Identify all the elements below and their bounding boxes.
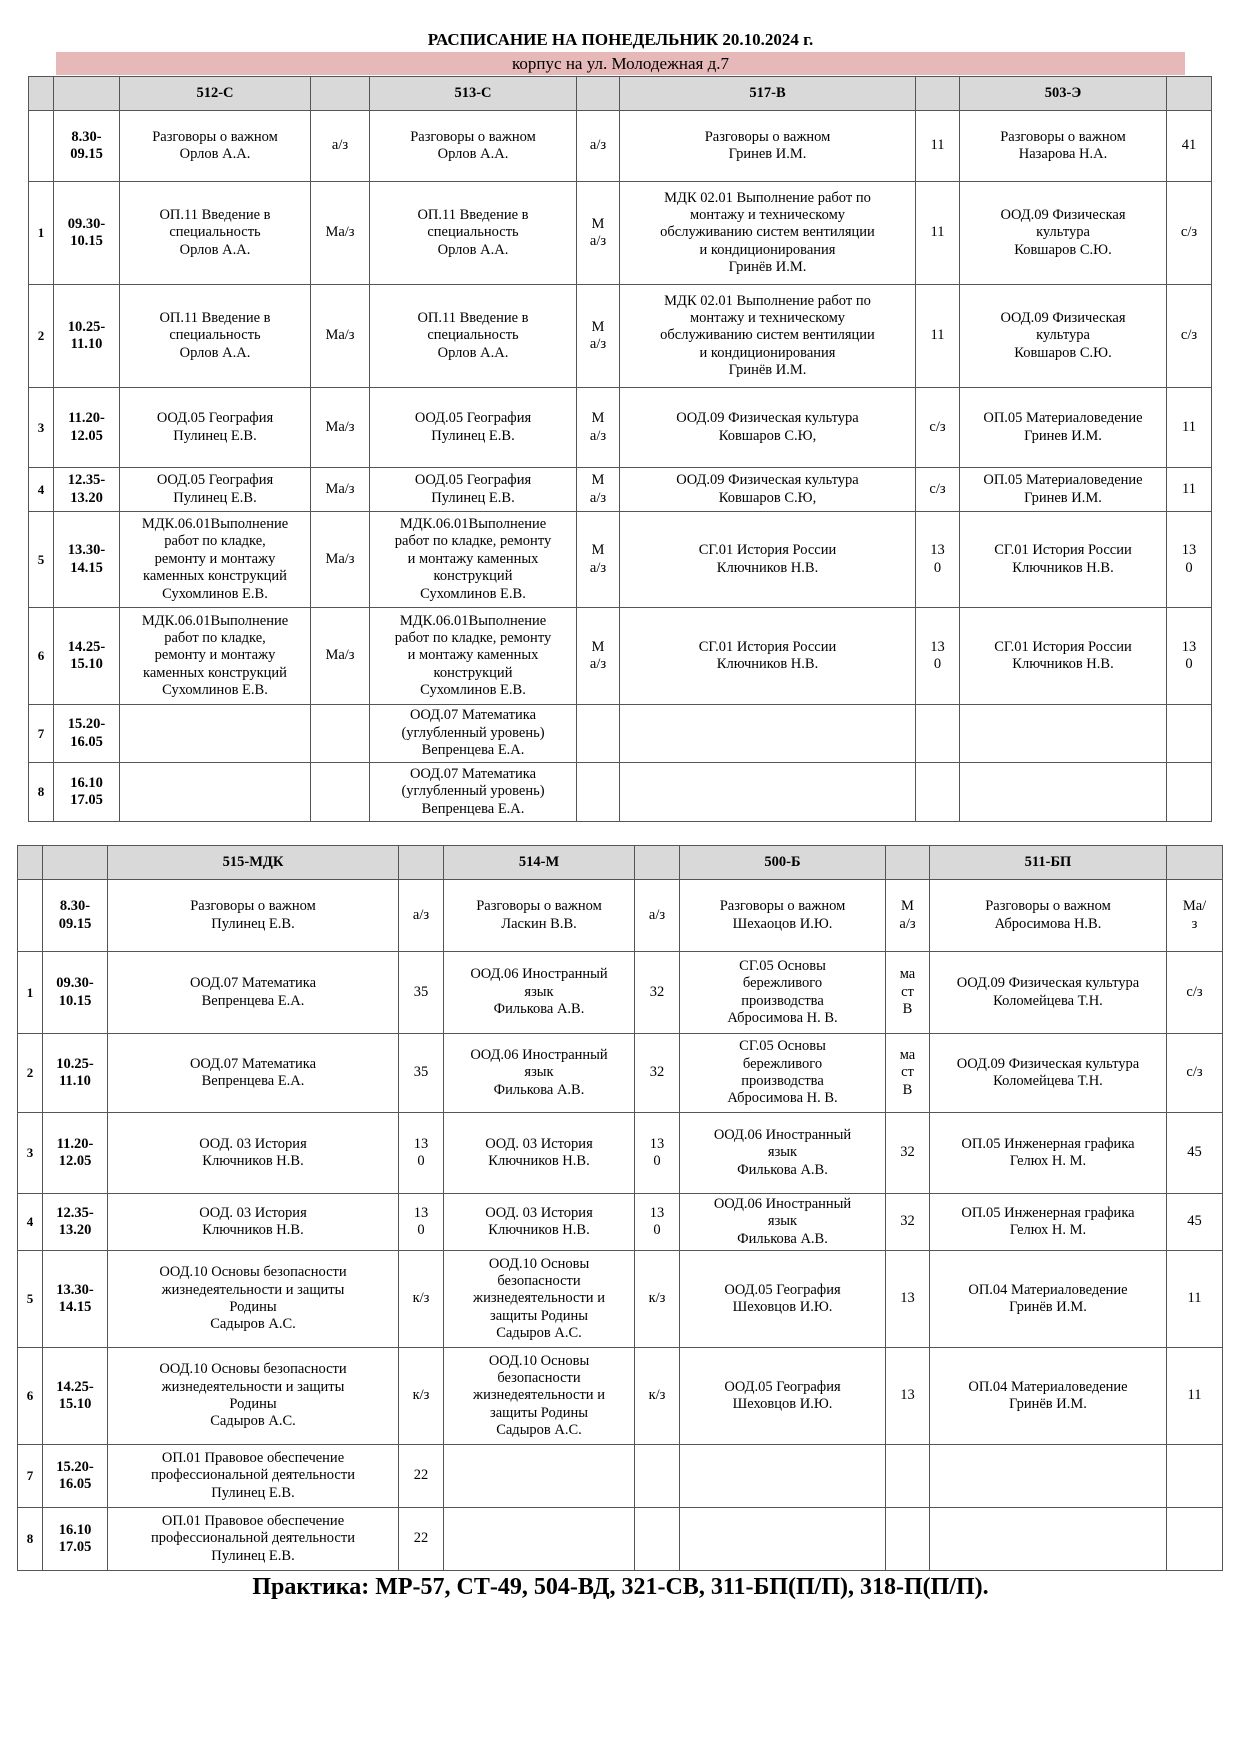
room-header bbox=[577, 77, 620, 111]
lesson-room: 13 0 bbox=[399, 1113, 444, 1194]
lesson-row bbox=[29, 111, 1212, 182]
lesson-row bbox=[18, 1508, 1223, 1571]
building-banner: корпус на ул. Молодежная д.7 bbox=[56, 52, 1185, 75]
lesson-room: с/з bbox=[916, 388, 960, 468]
lesson-subject: ООД. 03 История Ключников Н.В. bbox=[444, 1194, 635, 1251]
lesson-room bbox=[311, 705, 370, 763]
lesson-room bbox=[886, 1508, 930, 1571]
lesson-row bbox=[18, 1194, 1223, 1251]
lesson-room: 32 bbox=[886, 1194, 930, 1251]
lesson-room: с/з bbox=[1167, 1034, 1223, 1113]
lesson-subject: ОП.05 Материаловедение Гринев И.М. bbox=[960, 388, 1167, 468]
lesson-subject: ООД.09 Физическая культура Ковшаров С.Ю, bbox=[620, 468, 916, 512]
header-time bbox=[54, 77, 120, 111]
lesson-room: 11 bbox=[1167, 388, 1212, 468]
lesson-room: ма ст В bbox=[886, 1034, 930, 1113]
lesson-subject: МДК.06.01Выполнение работ по кладке, ремонту и монтажу каменных конструкций Сухомлинов Е.В. bbox=[120, 608, 311, 705]
lesson-subject: Разговоры о важном Ласкин В.В. bbox=[444, 880, 635, 952]
lesson-subject bbox=[930, 1508, 1167, 1571]
lesson-subject bbox=[120, 705, 311, 763]
lesson-time: 13.30- 14.15 bbox=[54, 512, 120, 608]
lesson-room bbox=[1167, 705, 1212, 763]
lesson-room: Ма/ з bbox=[1167, 880, 1223, 952]
lesson-subject bbox=[960, 705, 1167, 763]
lesson-room: с/з bbox=[916, 468, 960, 512]
lesson-room: 11 bbox=[1167, 1348, 1223, 1445]
lesson-subject: ООД.06 Иностранный язык Филькова А.В. bbox=[444, 1034, 635, 1113]
lesson-room: 13 0 bbox=[916, 512, 960, 608]
room-header bbox=[635, 846, 680, 880]
lesson-row bbox=[29, 763, 1212, 822]
lesson-subject: ООД.09 Физическая культура Ковшаров С.Ю. bbox=[960, 285, 1167, 388]
lesson-time: 14.25- 15.10 bbox=[54, 608, 120, 705]
lesson-subject: ООД.09 Физическая культура Ковшаров С.Ю, bbox=[620, 388, 916, 468]
lesson-time: 13.30- 14.15 bbox=[43, 1251, 108, 1348]
lesson-room: ма ст В bbox=[886, 952, 930, 1034]
lesson-room: М а/з bbox=[577, 388, 620, 468]
lesson-subject: ООД.06 Иностранный язык Филькова А.В. bbox=[680, 1194, 886, 1251]
lesson-row bbox=[29, 705, 1212, 763]
lesson-subject: Разговоры о важном Пулинец Е.В. bbox=[108, 880, 399, 952]
lesson-room: 11 bbox=[1167, 1251, 1223, 1348]
lesson-number: 7 bbox=[18, 1445, 43, 1508]
group-header: 514-М bbox=[444, 846, 635, 880]
lesson-room bbox=[1167, 1445, 1223, 1508]
lesson-room: 32 bbox=[886, 1113, 930, 1194]
lesson-subject: ОП.11 Введение в специальность Орлов А.А. bbox=[120, 285, 311, 388]
lesson-row bbox=[29, 468, 1212, 512]
lesson-subject: ОП.04 Материаловедение Гринёв И.М. bbox=[930, 1348, 1167, 1445]
schedule-table-2 bbox=[17, 845, 1223, 1571]
lesson-number: 8 bbox=[18, 1508, 43, 1571]
room-header bbox=[1167, 846, 1223, 880]
header-row bbox=[29, 77, 1212, 111]
lesson-room: 13 0 bbox=[635, 1194, 680, 1251]
group-header: 517-В bbox=[620, 77, 916, 111]
lesson-number: 2 bbox=[18, 1034, 43, 1113]
lesson-subject: ООД. 03 История Ключников Н.В. bbox=[108, 1113, 399, 1194]
header-num bbox=[18, 846, 43, 880]
header-time bbox=[43, 846, 108, 880]
lesson-room: 13 0 bbox=[916, 608, 960, 705]
lesson-subject bbox=[620, 705, 916, 763]
group-header: 515-МДК bbox=[108, 846, 399, 880]
lesson-room bbox=[635, 1445, 680, 1508]
group-header: 503-Э bbox=[960, 77, 1167, 111]
lesson-number bbox=[29, 111, 54, 182]
lesson-room: Ма/з bbox=[311, 388, 370, 468]
lesson-subject: МДК 02.01 Выполнение работ по монтажу и техническому обслуживанию систем вентиляции и кондиционирования Гринёв И.М. bbox=[620, 182, 916, 285]
lesson-number: 2 bbox=[29, 285, 54, 388]
lesson-subject: ООД.09 Физическая культура Коломейцева Т.Н. bbox=[930, 1034, 1167, 1113]
room-header bbox=[311, 77, 370, 111]
lesson-room bbox=[916, 705, 960, 763]
lesson-room: 13 0 bbox=[1167, 512, 1212, 608]
lesson-subject: ООД.05 География Пулинец Е.В. bbox=[120, 468, 311, 512]
lesson-room: с/з bbox=[1167, 952, 1223, 1034]
lesson-room: М а/з bbox=[577, 512, 620, 608]
group-header: 512-С bbox=[120, 77, 311, 111]
lesson-time: 11.20- 12.05 bbox=[43, 1113, 108, 1194]
lesson-room: 41 bbox=[1167, 111, 1212, 182]
lesson-time: 8.30- 09.15 bbox=[54, 111, 120, 182]
lesson-subject bbox=[680, 1445, 886, 1508]
lesson-room bbox=[311, 763, 370, 822]
lesson-subject: ОП.05 Материаловедение Гринев И.М. bbox=[960, 468, 1167, 512]
lesson-subject: СГ.05 Основы бережливого производства Абросимова Н. В. bbox=[680, 952, 886, 1034]
lesson-time: 10.25- 11.10 bbox=[43, 1034, 108, 1113]
lesson-row bbox=[18, 952, 1223, 1034]
lesson-room bbox=[1167, 763, 1212, 822]
lesson-subject: ОП.01 Правовое обеспечение профессиональной деятельности Пулинец Е.В. bbox=[108, 1508, 399, 1571]
room-header bbox=[886, 846, 930, 880]
lesson-room: а/з bbox=[577, 111, 620, 182]
header-num bbox=[29, 77, 54, 111]
lesson-time: 8.30- 09.15 bbox=[43, 880, 108, 952]
lesson-subject: ООД.10 Основы безопасности жизнедеятельности и защиты Родины Садыров А.С. bbox=[108, 1348, 399, 1445]
lesson-subject: МДК 02.01 Выполнение работ по монтажу и техническому обслуживанию систем вентиляции и кондиционирования Гринёв И.М. bbox=[620, 285, 916, 388]
room-header bbox=[916, 77, 960, 111]
lesson-subject bbox=[680, 1508, 886, 1571]
lesson-room bbox=[577, 763, 620, 822]
lesson-subject: ОП.04 Материаловедение Гринёв И.М. bbox=[930, 1251, 1167, 1348]
lesson-row bbox=[29, 285, 1212, 388]
lesson-room: Ма/з bbox=[311, 182, 370, 285]
lesson-time: 12.35- 13.20 bbox=[43, 1194, 108, 1251]
lesson-room: к/з bbox=[635, 1348, 680, 1445]
lesson-subject: ОП.11 Введение в специальность Орлов А.А. bbox=[370, 182, 577, 285]
lesson-subject: ООД.09 Физическая культура Коломейцева Т.Н. bbox=[930, 952, 1167, 1034]
lesson-subject: СГ.01 История России Ключников Н.В. bbox=[620, 608, 916, 705]
lesson-time: 09.30- 10.15 bbox=[43, 952, 108, 1034]
group-header: 500-Б bbox=[680, 846, 886, 880]
lesson-number: 6 bbox=[18, 1348, 43, 1445]
lesson-room: 32 bbox=[635, 952, 680, 1034]
lesson-number: 4 bbox=[29, 468, 54, 512]
lesson-number: 8 bbox=[29, 763, 54, 822]
lesson-room: 11 bbox=[1167, 468, 1212, 512]
lesson-number: 4 bbox=[18, 1194, 43, 1251]
lesson-subject: ООД.10 Основы безопасности жизнедеятельности и защиты Родины Садыров А.С. bbox=[444, 1348, 635, 1445]
lesson-room: Ма/з bbox=[311, 468, 370, 512]
header-row bbox=[18, 846, 1223, 880]
lesson-subject: ОП.05 Инженерная графика Гелюх Н. М. bbox=[930, 1113, 1167, 1194]
lesson-room bbox=[1167, 1508, 1223, 1571]
lesson-subject bbox=[960, 763, 1167, 822]
lesson-room bbox=[635, 1508, 680, 1571]
lesson-subject: ООД.07 Математика Вепренцева Е.А. bbox=[108, 952, 399, 1034]
lesson-number: 5 bbox=[29, 512, 54, 608]
lesson-subject: ООД.05 География Пулинец Е.В. bbox=[120, 388, 311, 468]
lesson-row bbox=[18, 880, 1223, 952]
group-header: 511-БП bbox=[930, 846, 1167, 880]
lesson-subject: СГ.01 История России Ключников Н.В. bbox=[960, 512, 1167, 608]
lesson-room: М а/з bbox=[577, 608, 620, 705]
lesson-room: 32 bbox=[635, 1034, 680, 1113]
lesson-subject bbox=[444, 1445, 635, 1508]
lesson-number: 3 bbox=[18, 1113, 43, 1194]
lesson-time: 16.10 17.05 bbox=[54, 763, 120, 822]
lesson-room: М а/з bbox=[886, 880, 930, 952]
lesson-row bbox=[18, 1251, 1223, 1348]
lesson-room: 45 bbox=[1167, 1113, 1223, 1194]
lesson-room: 11 bbox=[916, 285, 960, 388]
lesson-room bbox=[577, 705, 620, 763]
lesson-subject: ОП.11 Введение в специальность Орлов А.А. bbox=[120, 182, 311, 285]
lesson-number: 1 bbox=[18, 952, 43, 1034]
lesson-subject: МДК.06.01Выполнение работ по кладке, ремонту и монтажу каменных конструкций Сухомлинов Е.В. bbox=[370, 512, 577, 608]
lesson-room bbox=[916, 763, 960, 822]
lesson-subject: ООД.07 Математика (углубленный уровень) Вепренцева Е.А. bbox=[370, 763, 577, 822]
lesson-subject: СГ.01 История России Ключников Н.В. bbox=[620, 512, 916, 608]
lesson-row bbox=[18, 1034, 1223, 1113]
lesson-room: 13 bbox=[886, 1251, 930, 1348]
lesson-number: 7 bbox=[29, 705, 54, 763]
schedule-table-1 bbox=[28, 76, 1212, 822]
lesson-room: 13 0 bbox=[1167, 608, 1212, 705]
lesson-number bbox=[18, 880, 43, 952]
lesson-subject: ООД.05 География Шеховцов И.Ю. bbox=[680, 1348, 886, 1445]
lesson-row bbox=[29, 182, 1212, 285]
lesson-time: 12.35- 13.20 bbox=[54, 468, 120, 512]
lesson-row bbox=[29, 388, 1212, 468]
lesson-subject: ООД.10 Основы безопасности жизнедеятельности и защиты Родины Садыров А.С. bbox=[108, 1251, 399, 1348]
lesson-room: Ма/з bbox=[311, 608, 370, 705]
lesson-room: 13 bbox=[886, 1348, 930, 1445]
lesson-number: 6 bbox=[29, 608, 54, 705]
lesson-room: с/з bbox=[1167, 285, 1212, 388]
lesson-room: М а/з bbox=[577, 468, 620, 512]
lesson-room: 35 bbox=[399, 952, 444, 1034]
lesson-subject: МДК.06.01Выполнение работ по кладке, ремонту и монтажу каменных конструкций Сухомлинов Е.В. bbox=[370, 608, 577, 705]
lesson-row bbox=[29, 608, 1212, 705]
lesson-time: 11.20- 12.05 bbox=[54, 388, 120, 468]
lesson-subject bbox=[930, 1445, 1167, 1508]
lesson-subject: ООД.06 Иностранный язык Филькова А.В. bbox=[444, 952, 635, 1034]
lesson-room: к/з bbox=[635, 1251, 680, 1348]
room-header bbox=[1167, 77, 1212, 111]
lesson-room: 22 bbox=[399, 1445, 444, 1508]
lesson-subject: ООД.05 География Пулинец Е.В. bbox=[370, 388, 577, 468]
lesson-room: 45 bbox=[1167, 1194, 1223, 1251]
lesson-subject: ОП.01 Правовое обеспечение профессиональной деятельности Пулинец Е.В. bbox=[108, 1445, 399, 1508]
lesson-room: а/з bbox=[635, 880, 680, 952]
lesson-room: М а/з bbox=[577, 182, 620, 285]
lesson-subject bbox=[120, 763, 311, 822]
lesson-subject: СГ.01 История России Ключников Н.В. bbox=[960, 608, 1167, 705]
lesson-subject: ООД. 03 История Ключников Н.В. bbox=[108, 1194, 399, 1251]
lesson-subject: Разговоры о важном Орлов А.А. bbox=[120, 111, 311, 182]
lesson-room: Ма/з bbox=[311, 285, 370, 388]
lesson-time: 15.20- 16.05 bbox=[43, 1445, 108, 1508]
lesson-room: а/з bbox=[399, 880, 444, 952]
page-title: РАСПИСАНИЕ НА ПОНЕДЕЛЬНИК 20.10.2024 г. bbox=[427, 30, 814, 49]
lesson-row bbox=[18, 1348, 1223, 1445]
lesson-time: 16.10 17.05 bbox=[43, 1508, 108, 1571]
lesson-subject bbox=[444, 1508, 635, 1571]
lesson-room: 22 bbox=[399, 1508, 444, 1571]
lesson-subject: ОП.11 Введение в специальность Орлов А.А. bbox=[370, 285, 577, 388]
lesson-subject bbox=[620, 763, 916, 822]
lesson-subject: ООД.06 Иностранный язык Филькова А.В. bbox=[680, 1113, 886, 1194]
lesson-row bbox=[29, 512, 1212, 608]
lesson-subject: Разговоры о важном Гринев И.М. bbox=[620, 111, 916, 182]
room-header bbox=[399, 846, 444, 880]
lesson-subject: ООД.10 Основы безопасности жизнедеятельности и защиты Родины Садыров А.С. bbox=[444, 1251, 635, 1348]
lesson-subject: ООД.07 Математика (углубленный уровень) Вепренцева Е.А. bbox=[370, 705, 577, 763]
lesson-room: 35 bbox=[399, 1034, 444, 1113]
lesson-row bbox=[18, 1445, 1223, 1508]
lesson-subject: МДК.06.01Выполнение работ по кладке, ремонту и монтажу каменных конструкций Сухомлинов Е.В. bbox=[120, 512, 311, 608]
lesson-time: 09.30- 10.15 bbox=[54, 182, 120, 285]
lesson-room: 11 bbox=[916, 182, 960, 285]
lesson-room: 11 bbox=[916, 111, 960, 182]
lesson-subject: ООД.07 Математика Вепренцева Е.А. bbox=[108, 1034, 399, 1113]
lesson-subject: ОП.05 Инженерная графика Гелюх Н. М. bbox=[930, 1194, 1167, 1251]
lesson-number: 1 bbox=[29, 182, 54, 285]
lesson-subject: ООД.05 География Пулинец Е.В. bbox=[370, 468, 577, 512]
lesson-subject: ООД.05 География Шеховцов И.Ю. bbox=[680, 1251, 886, 1348]
lesson-time: 15.20- 16.05 bbox=[54, 705, 120, 763]
lesson-subject: Разговоры о важном Назарова Н.А. bbox=[960, 111, 1167, 182]
lesson-subject: Разговоры о важном Орлов А.А. bbox=[370, 111, 577, 182]
lesson-time: 14.25- 15.10 bbox=[43, 1348, 108, 1445]
group-header: 513-С bbox=[370, 77, 577, 111]
lesson-subject: Разговоры о важном Шехаоцов И.Ю. bbox=[680, 880, 886, 952]
lesson-room: к/з bbox=[399, 1251, 444, 1348]
lesson-room: к/з bbox=[399, 1348, 444, 1445]
lesson-row bbox=[18, 1113, 1223, 1194]
lesson-number: 5 bbox=[18, 1251, 43, 1348]
practice-note: Практика: МР-57, СТ-49, 504-ВД, 321-СВ, 311-БП(П/П), 318-П(П/П). bbox=[252, 1574, 989, 1600]
lesson-subject: Разговоры о важном Абросимова Н.В. bbox=[930, 880, 1167, 952]
lesson-subject: ООД.09 Физическая культура Ковшаров С.Ю. bbox=[960, 182, 1167, 285]
lesson-room: а/з bbox=[311, 111, 370, 182]
lesson-room: 13 0 bbox=[635, 1113, 680, 1194]
lesson-subject: СГ.05 Основы бережливого производства Абросимова Н. В. bbox=[680, 1034, 886, 1113]
lesson-room: с/з bbox=[1167, 182, 1212, 285]
lesson-room: Ма/з bbox=[311, 512, 370, 608]
lesson-time: 10.25- 11.10 bbox=[54, 285, 120, 388]
lesson-room: 13 0 bbox=[399, 1194, 444, 1251]
lesson-number: 3 bbox=[29, 388, 54, 468]
lesson-room: М а/з bbox=[577, 285, 620, 388]
lesson-subject: ООД. 03 История Ключников Н.В. bbox=[444, 1113, 635, 1194]
lesson-room bbox=[886, 1445, 930, 1508]
